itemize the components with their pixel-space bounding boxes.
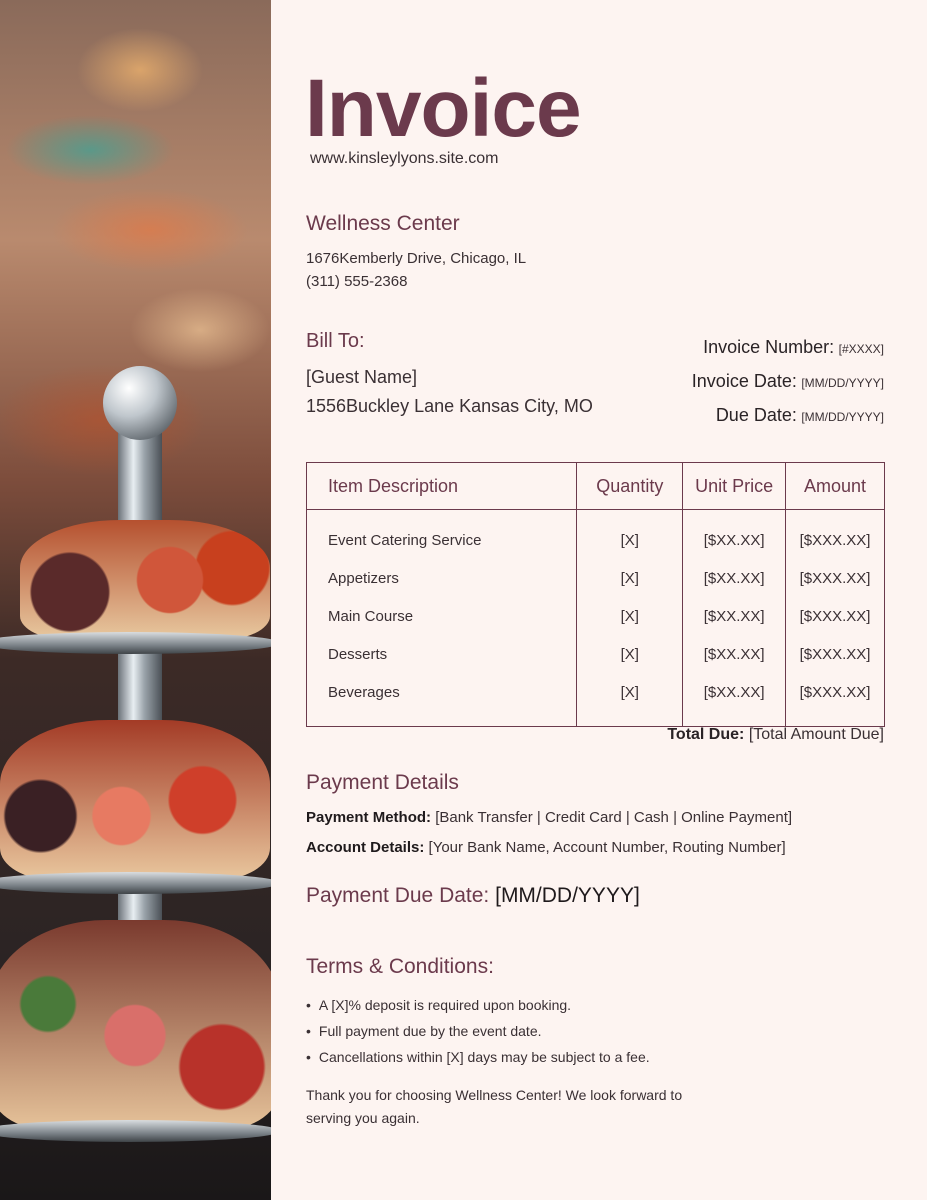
column-header-quantity: Quantity [577, 463, 683, 510]
item-description: Desserts [307, 635, 577, 673]
invoice-number-value: [#XXXX] [838, 342, 884, 356]
payment-due-label: Payment Due Date: [306, 884, 490, 907]
item-quantity: [X] [577, 559, 683, 597]
food-tier-middle [0, 720, 270, 880]
invoice-number-row [692, 331, 884, 365]
list-item: • Cancellations within [X] days may be subject to a fee. [306, 1044, 650, 1070]
guest-name: [Guest Name] [306, 367, 418, 387]
item-quantity: [X] [577, 673, 683, 727]
invoice-date-row [692, 365, 884, 399]
total-due-value: [Total Amount Due] [748, 726, 884, 743]
table-row [307, 635, 885, 673]
item-unit-price: [$XX.XX] [683, 559, 786, 597]
food-tier-bottom [0, 920, 271, 1130]
invoice-content [271, 0, 927, 1200]
due-date-label: Due Date: [715, 405, 797, 425]
item-amount: [$XXX.XX] [786, 597, 885, 635]
food-tier-top [20, 520, 270, 640]
item-description: Event Catering Service [307, 510, 577, 560]
item-amount: [$XXX.XX] [786, 559, 885, 597]
company-contact [306, 247, 526, 293]
table-row [307, 510, 885, 560]
company-name: Wellness Center [306, 212, 460, 235]
column-header-amount: Amount [786, 463, 885, 510]
table-row [307, 597, 885, 635]
payment-due-date [306, 884, 640, 908]
item-description: Beverages [307, 673, 577, 727]
tray-top [0, 632, 271, 654]
list-item: • A [X]% deposit is required upon booking. [306, 992, 650, 1018]
bill-to-details [306, 363, 593, 421]
company-address: 1676Kemberly Drive, Chicago, IL [306, 250, 527, 267]
items-table [306, 462, 885, 727]
bill-to-label: Bill To: [306, 330, 365, 352]
account-details [306, 839, 786, 856]
invoice-date-label: Invoice Date: [691, 371, 797, 391]
total-due [667, 726, 884, 744]
thank-you-note: Thank you for choosing Wellness Center! We look forward to serving you again. [306, 1087, 683, 1126]
invoice-meta [692, 331, 884, 433]
due-date-value: [MM/DD/YYYY] [801, 410, 884, 424]
item-unit-price: [$XX.XX] [683, 510, 786, 560]
payment-method-label: Payment Method: [306, 809, 432, 826]
company-phone: (311) 555-2368 [306, 273, 408, 290]
guest-address: 1556Buckley Lane Kansas City, MO [306, 396, 593, 416]
item-quantity: [X] [577, 510, 683, 560]
item-description: Appetizers [307, 559, 577, 597]
item-amount: [$XXX.XX] [786, 673, 885, 727]
total-due-label: Total Due: [667, 726, 745, 743]
catering-photo [0, 0, 271, 1200]
payment-method [306, 809, 792, 826]
item-amount: [$XXX.XX] [786, 635, 885, 673]
list-item: • Full payment due by the event date. [306, 1018, 650, 1044]
tray-middle [0, 872, 271, 894]
table-header-row [307, 463, 885, 510]
item-description: Main Course [307, 597, 577, 635]
column-header-unit-price: Unit Price [683, 463, 786, 510]
tray-bottom [0, 1120, 271, 1142]
due-date-row [692, 399, 884, 433]
item-quantity: [X] [577, 597, 683, 635]
account-details-label: Account Details: [306, 839, 425, 856]
invoice-title: Invoice [305, 63, 581, 154]
item-unit-price: [$XX.XX] [683, 635, 786, 673]
terms-title: Terms & Conditions: [306, 955, 494, 978]
invoice-date-value: [MM/DD/YYYY] [801, 376, 884, 390]
item-quantity: [X] [577, 635, 683, 673]
invoice-number-label: Invoice Number: [703, 337, 835, 357]
table-row [307, 559, 885, 597]
account-details-value: [Your Bank Name, Account Number, Routing Number] [428, 839, 786, 856]
payment-due-value: [MM/DD/YYYY] [495, 884, 640, 907]
website-url: www.kinsleylyons.site.com [310, 150, 499, 167]
item-unit-price: [$XX.XX] [683, 673, 786, 727]
table-row [307, 673, 885, 727]
column-header-description: Item Description [307, 463, 577, 510]
terms-list [306, 992, 650, 1070]
item-amount: [$XXX.XX] [786, 510, 885, 560]
payment-details-title: Payment Details [306, 771, 459, 794]
payment-method-value: [Bank Transfer | Credit Card | Cash | Online Payment] [435, 809, 793, 826]
stand-ball [103, 366, 177, 440]
item-unit-price: [$XX.XX] [683, 597, 786, 635]
